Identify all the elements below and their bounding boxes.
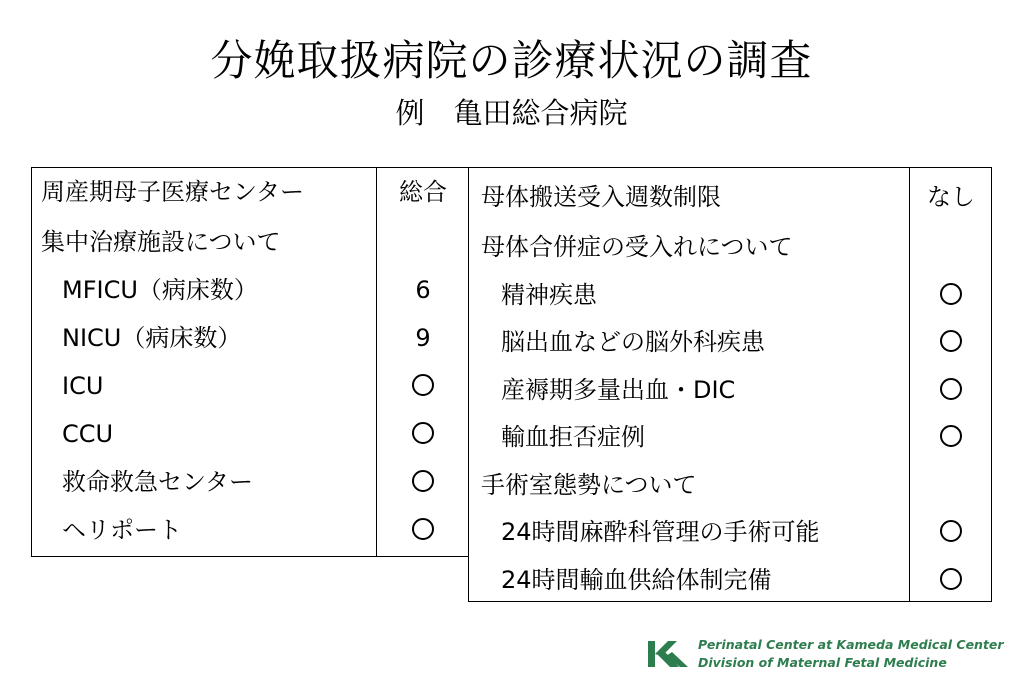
available-circle-icon <box>377 362 469 410</box>
available-circle-icon <box>910 271 992 319</box>
left-header-label: 周産期母子医療センター <box>41 178 305 206</box>
table-row <box>469 271 991 319</box>
table-row <box>32 218 468 266</box>
table-row <box>32 362 468 410</box>
row-label: 24時間輸血供給体制完備 <box>501 565 772 594</box>
row-label: 輸血拒否症例 <box>501 423 645 451</box>
table-row <box>469 366 991 414</box>
row-label: 24時間麻酔科管理の手術可能 <box>501 518 820 546</box>
footer-line-2: Division of Maternal Fetal Medicine <box>698 655 947 670</box>
row-label: MFICU（病床数） <box>62 276 258 304</box>
left-facility-table <box>31 167 469 557</box>
table-row <box>32 266 468 314</box>
table-row <box>469 413 991 461</box>
table-row <box>469 318 991 366</box>
available-circle-icon <box>377 506 469 554</box>
slide-title: 分娩取扱病院の診療状況の調査 <box>210 36 813 85</box>
available-circle-icon <box>377 410 469 458</box>
left-header-value: 総合 <box>399 178 447 206</box>
row-label: 脳出血などの脳外科疾患 <box>501 328 765 356</box>
kameda-logo-icon <box>646 638 690 672</box>
row-label: ICU <box>62 372 104 400</box>
row-label: 集中治療施設について <box>41 228 281 256</box>
footer-branding <box>646 634 1006 674</box>
row-label: 母体合併症の受入れについて <box>481 233 793 261</box>
table-row <box>32 458 468 506</box>
table-row <box>469 223 991 271</box>
row-label: NICU（病床数） <box>62 324 242 352</box>
table-row <box>32 410 468 458</box>
right-header-row <box>469 173 991 221</box>
table-row <box>469 461 991 509</box>
row-label: 救命救急センター <box>62 468 254 496</box>
available-circle-icon <box>910 366 992 414</box>
table-row <box>469 556 991 604</box>
table-row <box>32 506 468 554</box>
available-circle-icon <box>910 413 992 461</box>
right-header-label: 母体搬送受入週数制限 <box>481 183 721 211</box>
footer-line-1: Perinatal Center at Kameda Medical Center <box>698 637 1004 652</box>
right-header-value: なし <box>927 183 975 211</box>
available-circle-icon <box>910 556 992 604</box>
slide-subtitle: 例 亀田総合病院 <box>395 96 628 130</box>
available-circle-icon <box>910 318 992 366</box>
row-label: CCU <box>62 420 114 448</box>
available-circle-icon <box>910 508 992 556</box>
table-row <box>32 314 468 362</box>
row-label: ヘリポート <box>62 516 182 544</box>
row-value: 6 <box>415 276 431 304</box>
left-header-row <box>32 168 468 216</box>
table-row <box>469 508 991 556</box>
row-value: 9 <box>415 324 431 352</box>
available-circle-icon <box>377 458 469 506</box>
row-label: 産褥期多量出血・DIC <box>501 375 736 404</box>
row-label: 精神疾患 <box>501 280 597 309</box>
row-label: 手術室態勢について <box>481 470 697 499</box>
right-acceptance-table <box>468 167 992 602</box>
